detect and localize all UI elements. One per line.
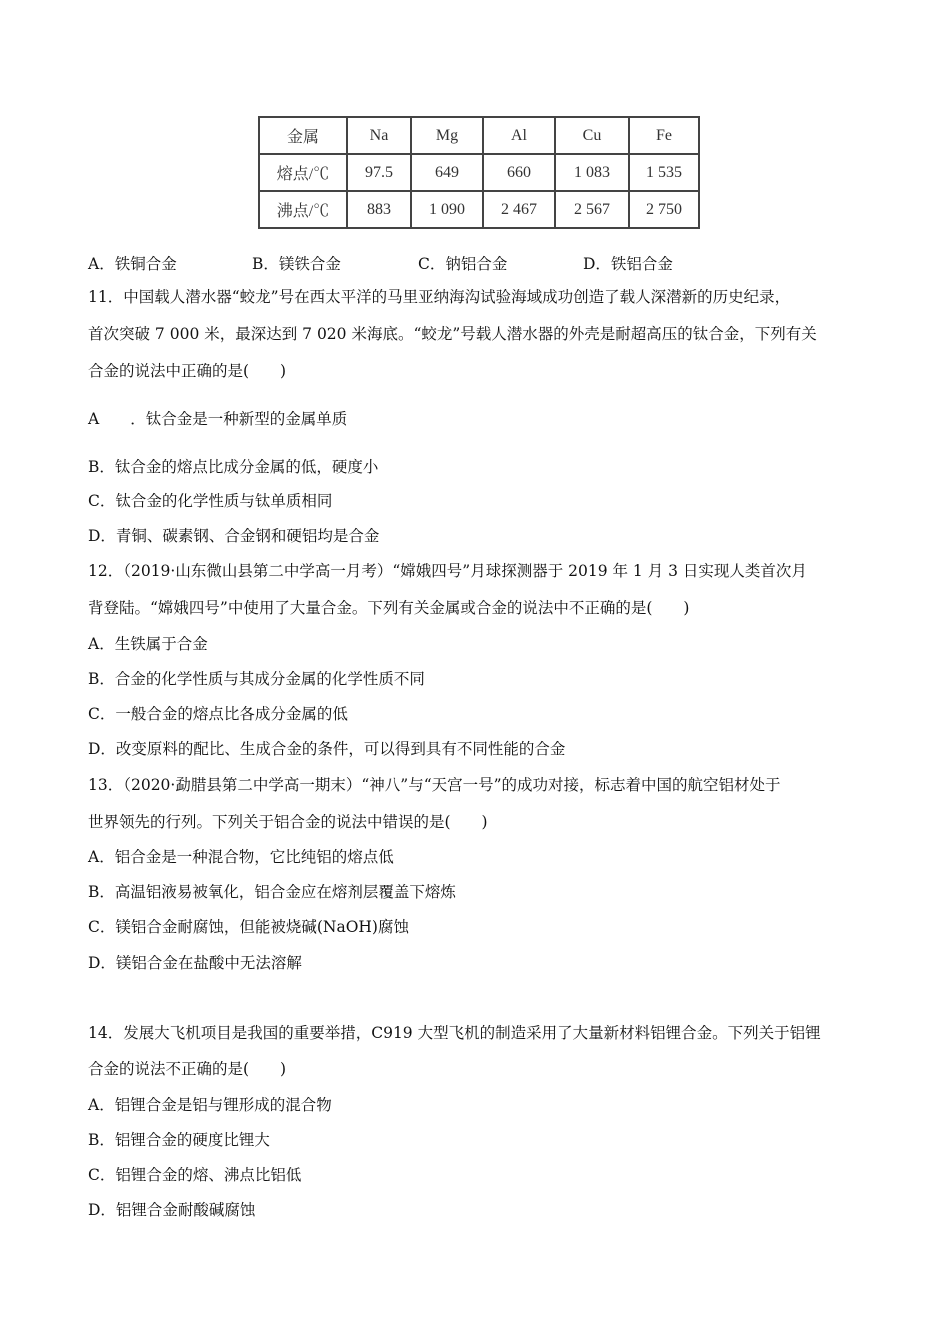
q13-option-d: D．镁铝合金在盐酸中无法溶解 <box>88 954 302 972</box>
q12-stem: 12．（2019·山东微山县第二中学高一月考）“嫦娥四号”月球探测器于 2019 年 1 月 3 日实现人类首次月 <box>88 562 807 580</box>
table-header-row <box>259 117 699 154</box>
option-d: D．铁铝合金 <box>583 255 673 273</box>
table-cell: 1 083 <box>555 154 629 191</box>
table-cell: 2 567 <box>555 191 629 228</box>
q12-option-b: B．合金的化学性质与其成分金属的化学性质不同 <box>88 670 425 688</box>
q14-stem: 14．发展大飞机项目是我国的重要举措，C919 大型飞机的制造采用了大量新材料铝锂合金。下列关于铝锂 <box>88 1024 821 1042</box>
q14-option-c: C．铝锂合金的熔、沸点比铝低 <box>88 1166 302 1184</box>
table-row <box>259 191 699 228</box>
table-cell: Cu <box>555 117 629 154</box>
q11-stem: 11．中国载人潜水器“蛟龙”号在西太平洋的马里亚纳海沟试验海域成功创造了载人深潜新的历史纪录， <box>88 288 791 306</box>
table-cell: 883 <box>347 191 411 228</box>
q14-option-b: B．铝锂合金的硬度比锂大 <box>88 1131 270 1149</box>
q14-option-a: A．铝锂合金是铝与锂形成的混合物 <box>88 1096 332 1114</box>
q13-stem: 世界领先的行列。下列关于铝合金的说法中错误的是( ) <box>88 813 488 831</box>
table-cell: 2 750 <box>629 191 699 228</box>
table-cell: Fe <box>629 117 699 154</box>
q13-option-c: C．镁铝合金耐腐蚀，但能被烧碱(NaOH)腐蚀 <box>88 918 409 936</box>
table-cell: 熔点/℃ <box>259 154 347 191</box>
table-cell: 660 <box>483 154 555 191</box>
option-a: A．铁铜合金 <box>88 255 177 273</box>
q11-option-c: C．钛合金的化学性质与钛单质相同 <box>88 492 333 510</box>
q11-stem: 合金的说法中正确的是( ) <box>88 362 287 380</box>
q12-option-a: A．生铁属于合金 <box>88 635 208 653</box>
q14-option-d: D．铝锂合金耐酸碱腐蚀 <box>88 1201 256 1219</box>
metal-properties-table <box>258 116 700 229</box>
q11-option-a: A ．钛合金是一种新型的金属单质 <box>88 410 348 428</box>
table-cell: 沸点/℃ <box>259 191 347 228</box>
option-c: C．钠铝合金 <box>418 255 508 273</box>
table-row <box>259 154 699 191</box>
table-cell: 1 535 <box>629 154 699 191</box>
table-cell: 1 090 <box>411 191 483 228</box>
table-cell: 2 467 <box>483 191 555 228</box>
table-cell: 649 <box>411 154 483 191</box>
q13-option-b: B．高温铝液易被氧化，铝合金应在熔剂层覆盖下熔炼 <box>88 883 456 901</box>
q11-option-d: D．青铜、碳素钢、合金钢和硬铝均是合金 <box>88 527 380 545</box>
q13-stem: 13．（2020·勐腊县第二中学高一期末）“神八”与“天宫一号”的成功对接，标志着中国的航空铝材处于 <box>88 776 781 794</box>
q12-option-c: C．一般合金的熔点比各成分金属的低 <box>88 705 348 723</box>
q13-option-a: A．铝合金是一种混合物，它比纯铝的熔点低 <box>88 848 394 866</box>
table-cell: Na <box>347 117 411 154</box>
q14-stem: 合金的说法不正确的是( ) <box>88 1060 287 1078</box>
q12-option-d: D．改变原料的配比、生成合金的条件，可以得到具有不同性能的合金 <box>88 740 566 758</box>
q11-option-b: B．钛合金的熔点比成分金属的低，硬度小 <box>88 458 379 476</box>
q12-stem: 背登陆。“嫦娥四号”中使用了大量合金。下列有关金属或合金的说法中不正确的是( ) <box>88 599 690 617</box>
option-b: B．镁铁合金 <box>252 255 341 273</box>
table-cell: 金属 <box>259 117 347 154</box>
table-cell: Mg <box>411 117 483 154</box>
table-cell: Al <box>483 117 555 154</box>
table-cell: 97.5 <box>347 154 411 191</box>
q11-stem: 首次突破 7 000 米，最深达到 7 020 米海底。“蛟龙”号载人潜水器的外壳是耐超高压的钛合金，下列有关 <box>88 325 817 343</box>
